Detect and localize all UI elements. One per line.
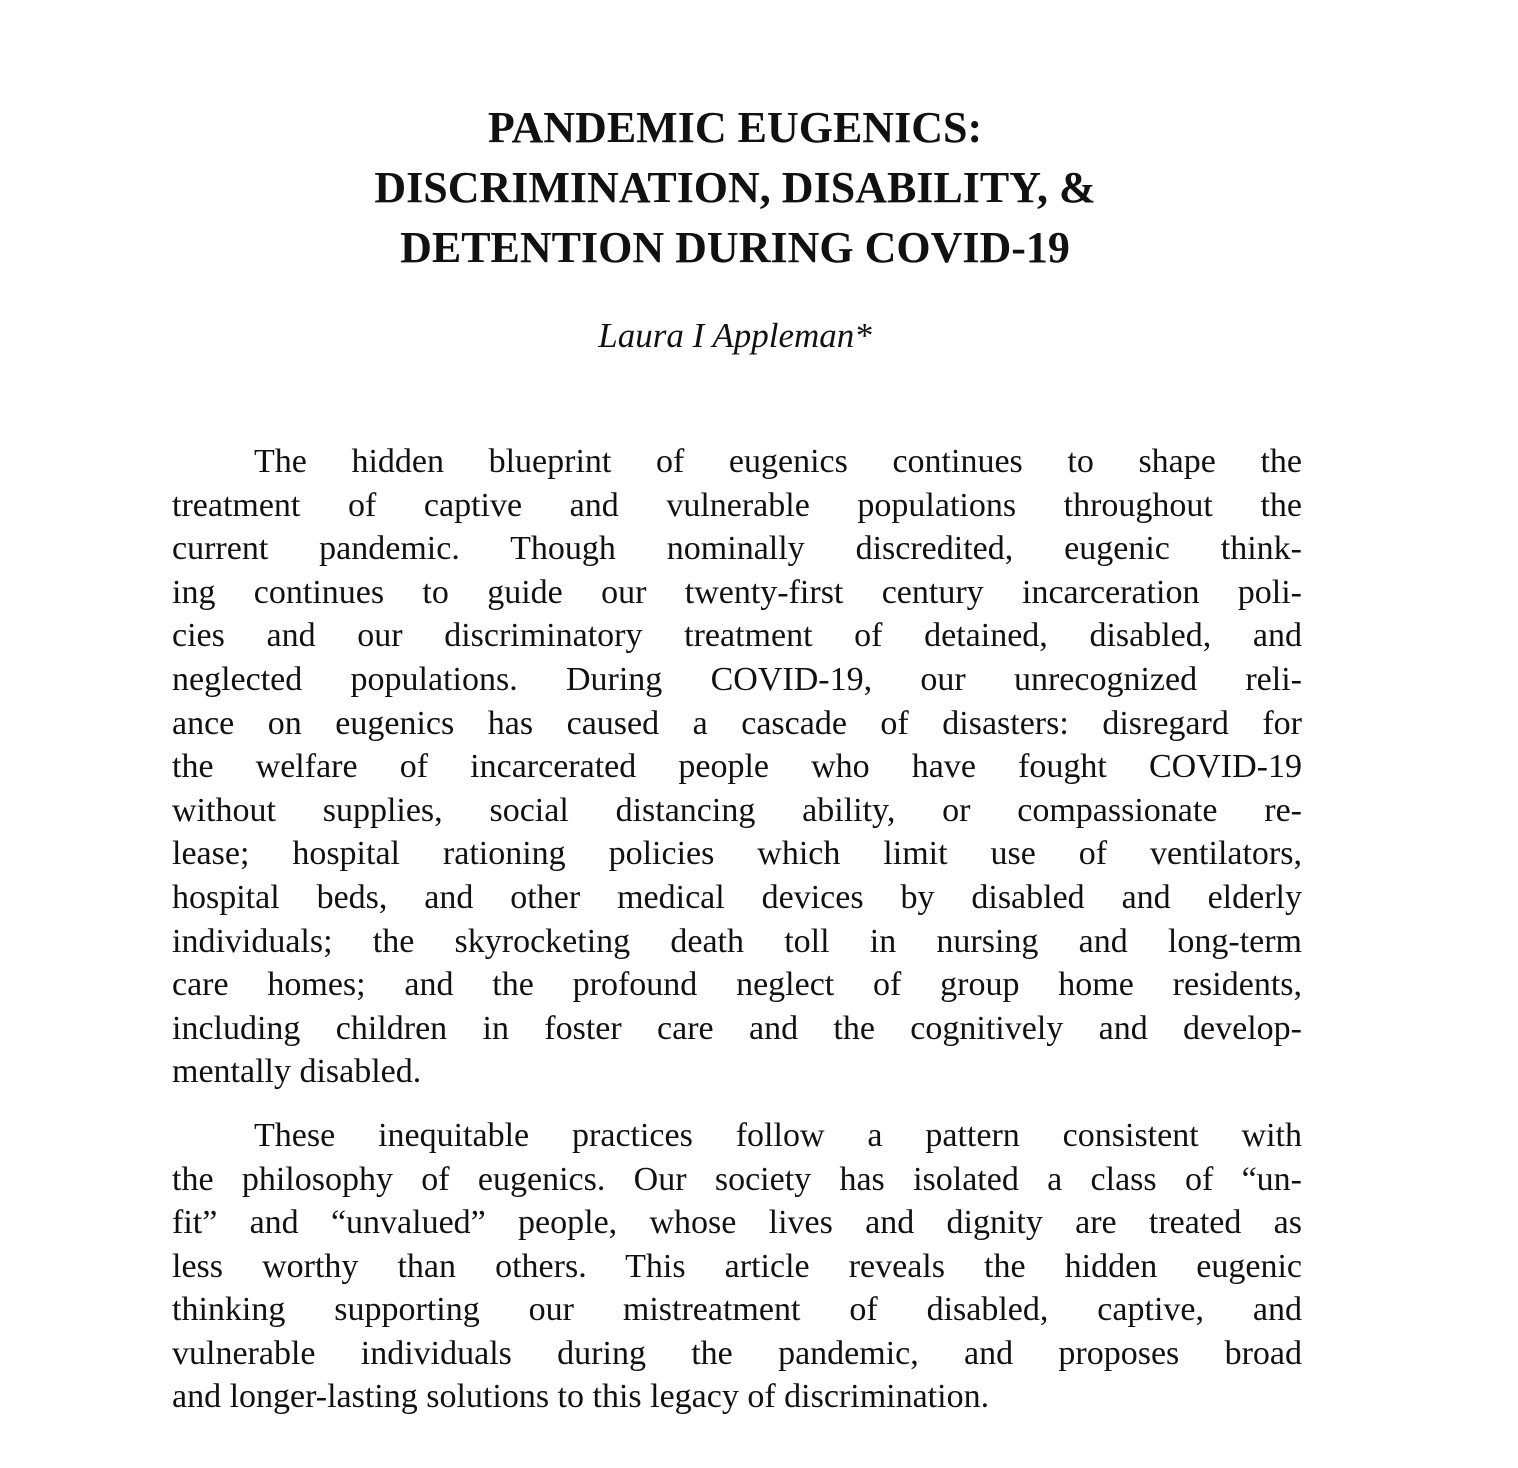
text-line: the philosophy of eugenics. Our society has isolated a class of “un- [172, 1160, 1302, 1198]
text-line: hospital beds, and other medical devices by disabled and elderly [172, 878, 1302, 916]
text-line: These inequitable practices follow a pattern consistent with [254, 1116, 1302, 1154]
text-line: The hidden blueprint of eugenics continues to shape the [254, 443, 1302, 480]
abstract [172, 440, 1302, 1419]
text-line: vulnerable individuals during the pandemic, and proposes broad [172, 1334, 1302, 1372]
text-line: lease; hospital rationing policies which limit use of ventilators, [172, 835, 1302, 873]
text-line: mentally disabled. [172, 1053, 422, 1091]
text-line: the welfare of incarcerated people who have fought COVID-19 [172, 748, 1302, 786]
article-title [0, 98, 1470, 278]
title-line: PANDEMIC EUGENICS: [487, 103, 983, 152]
text-line: less worthy than others. This article reveals the hidden eugenic [172, 1247, 1302, 1285]
text-line: individuals; the skyrocketing death toll in nursing and long-term [172, 922, 1302, 960]
text-line: ing continues to guide our twenty-first century incarceration poli- [172, 573, 1302, 611]
text-line: fit” and “unvalued” people, whose lives and dignity are treated as [172, 1204, 1302, 1242]
text-line: including children in foster care and the cognitively and develop- [172, 1009, 1302, 1047]
text-line: and longer-lasting solutions to this legacy of discrimination. [172, 1378, 990, 1416]
text-line: without supplies, social distancing ability, or compassionate re- [172, 791, 1302, 829]
abstract-paragraph-1 [172, 440, 1302, 1094]
text-line: treatment of captive and vulnerable populations throughout the [172, 486, 1302, 524]
title-line: DETENTION DURING COVID-19 [400, 223, 1070, 272]
text-line: neglected populations. During COVID-19, our unrecognized reli- [172, 660, 1302, 698]
text-line: care homes; and the profound neglect of group home residents, [172, 966, 1302, 1004]
text-line: thinking supporting our mistreatment of disabled, captive, and [172, 1291, 1302, 1329]
text-line: cies and our discriminatory treatment of detained, disabled, and [172, 617, 1302, 655]
text-line: ance on eugenics has caused a cascade of disasters: disregard for [172, 704, 1302, 742]
title-line: DISCRIMINATION, DISABILITY, & [374, 163, 1096, 212]
author-name: Laura I Appleman* [598, 316, 872, 355]
text-line: current pandemic. Though nominally discredited, eugenic think- [172, 530, 1302, 568]
abstract-paragraph-2 [172, 1114, 1302, 1419]
